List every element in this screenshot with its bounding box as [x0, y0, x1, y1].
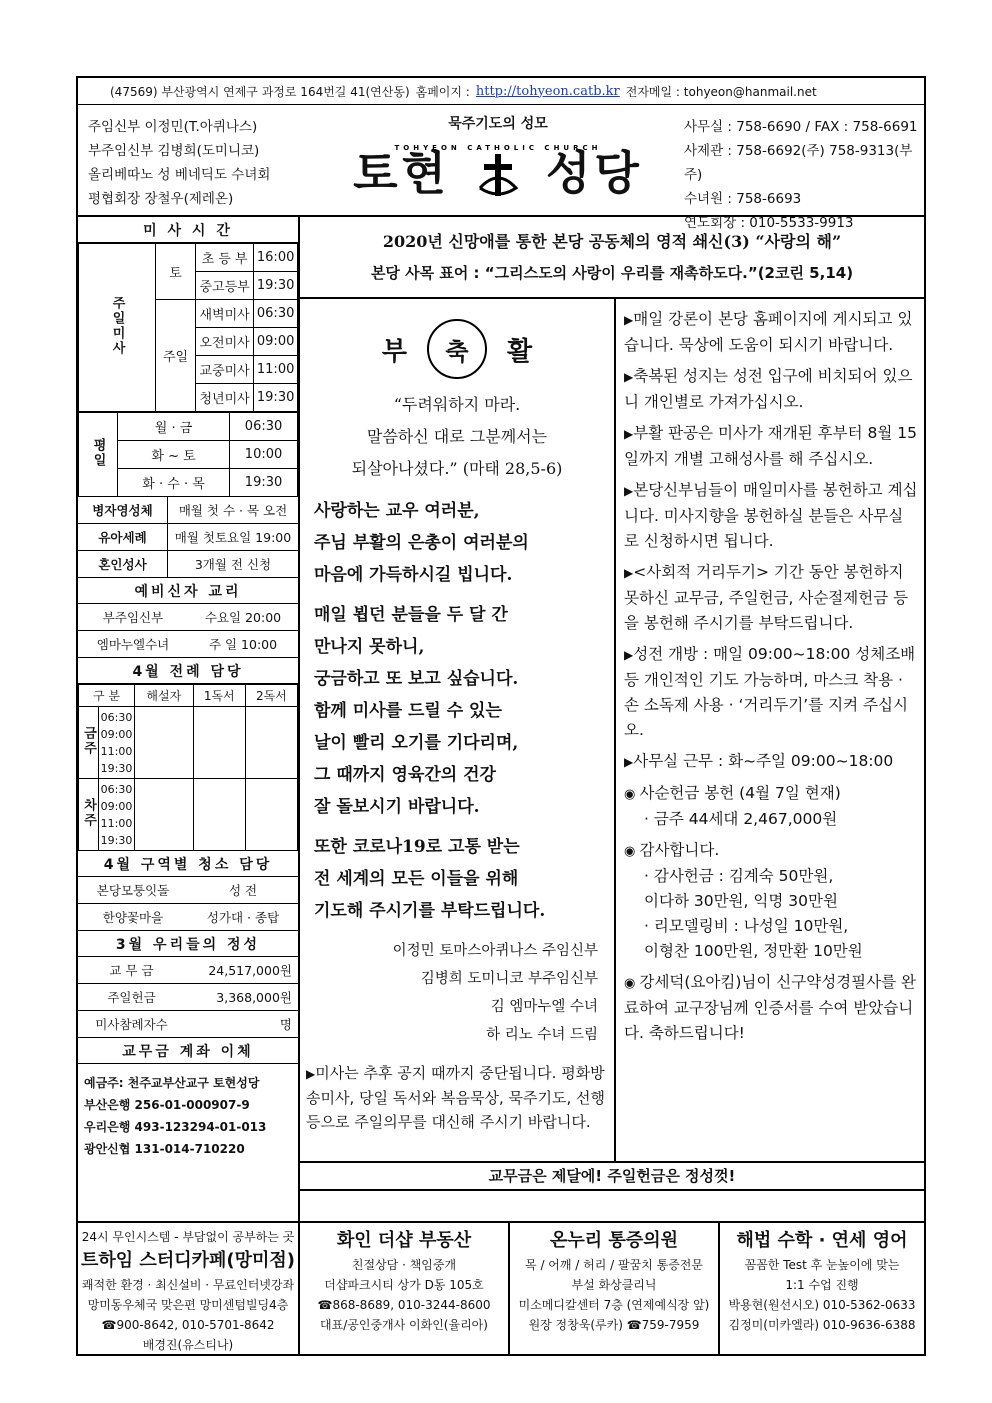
ad-phone: ☎868-8689, 010-3244-8600	[317, 1298, 491, 1312]
offering-value: 명	[279, 1017, 292, 1032]
ad-phone: ☎900-8642, 010-5701-8642	[101, 1318, 275, 1332]
offering-row	[78, 957, 298, 984]
col-header: 해설자	[135, 685, 194, 707]
msg-line: 만나지 못하니,	[314, 637, 425, 657]
thanks-line: · 감사헌금 : 김계숙 50만원,	[644, 867, 834, 885]
liturgy-times	[99, 707, 135, 779]
mass-time: 11:00	[254, 356, 298, 384]
offering-key: 주일헌금	[107, 990, 156, 1005]
ads-row	[78, 1221, 924, 1356]
weekday-time: 06:30	[230, 413, 298, 441]
parish-name	[318, 137, 678, 203]
ad-realestate	[300, 1223, 510, 1356]
bank-account: 우리은행 493-123294-01-013	[84, 1120, 267, 1134]
thanks-section	[624, 838, 918, 864]
sunday-label: 주일	[156, 300, 196, 412]
ad-line: 망미동우체국 맞은편 망미센텀빌딩4층	[87, 1298, 289, 1312]
weekday-mass-table	[78, 412, 298, 497]
celebration-seal-icon	[427, 319, 487, 379]
msg-line: 그 때까지 영육간의 건강	[314, 765, 496, 785]
account-title: 교무금 계좌 이체	[78, 1038, 298, 1064]
office-phone: 사무실 : 758-6690 / FAX : 758-6691	[684, 119, 918, 135]
mass-times-table	[78, 243, 298, 412]
weekday-label: 평일	[90, 437, 106, 468]
notice-text: 부활 판공은 미사가 재개된 후부터 8월 15일까지 개별 고해성사를 해 주십시오.	[624, 424, 917, 468]
cleaning-row	[78, 904, 298, 931]
weekday-name: 월 · 금	[118, 413, 230, 441]
ad-line: 24시 무인시스템 - 부담없이 공부하는 곳	[81, 1230, 295, 1244]
sisters: 올리베따노 성 베네딕도 수녀회	[88, 167, 271, 183]
weekday-time: 19:30	[230, 469, 298, 497]
empty-cell	[135, 707, 194, 779]
thanks-line: 이형찬 100만원, 정만환 10만원	[644, 942, 863, 960]
time: 06:30	[100, 710, 133, 724]
empty-cell	[135, 779, 194, 851]
offering-title: 3월 우리들의 정성	[78, 931, 298, 957]
msg-line: 주님 부활의 은총이 여러분의	[314, 533, 529, 553]
msg-line: 날이 빨리 오기를 기다리며,	[314, 733, 519, 753]
cleaning-row	[78, 877, 298, 904]
weekday-name: 화 · 수 · 목	[118, 469, 230, 497]
email: 전자메일 : tohyeon@hanmail.net	[625, 84, 817, 99]
subtitle: 묵주기도의 성모	[448, 116, 548, 132]
time: 11:00	[100, 744, 133, 758]
rectory-phone: 사제관 : 758-6692(주) 758-9313(부주)	[684, 143, 913, 183]
council-president: 평협회장 장철우(제레온)	[88, 191, 234, 207]
ad-title: 온누리 통증의원	[550, 1230, 678, 1251]
pastor: 주임신부 이정민(T.아퀴나스)	[88, 119, 258, 135]
left-column	[78, 217, 300, 1221]
time: 09:00	[100, 799, 133, 813]
offering-key: 교 무 금	[109, 963, 154, 978]
empty-cell	[245, 707, 297, 779]
empty-cell	[193, 779, 245, 851]
offering-row	[78, 1011, 298, 1038]
parish-name-a: 토현	[353, 146, 450, 200]
notices-column	[618, 299, 924, 1161]
ad-line: 더샵파크시티 상가 D동 105호	[324, 1278, 484, 1292]
weekday-time: 10:00	[230, 441, 298, 469]
pastor-message	[300, 495, 614, 927]
address-bar	[78, 78, 924, 105]
mass-name: 새벽미사	[196, 300, 254, 328]
easter-title	[300, 319, 614, 379]
info-row	[78, 551, 298, 578]
liturgy-table	[78, 684, 298, 851]
ad-line: 친절상담 · 책임중개	[351, 1258, 457, 1272]
quote-line: 말씀하신 대로 그분께서는	[366, 427, 548, 446]
assistant-pastor: 부주임신부 김병희(도미니코)	[88, 143, 260, 159]
convent-phone: 수녀원 : 758-6693	[684, 191, 802, 207]
area: 성가대 · 종탑	[206, 910, 280, 925]
msg-line: 잘 돌보시기 바랍니다.	[314, 797, 480, 817]
offering-slogan: 교무금은 제달에! 주일헌금은 정성껏!	[300, 1161, 924, 1191]
easter-message-column	[300, 299, 616, 1161]
account-info	[78, 1064, 298, 1168]
notice	[624, 421, 918, 472]
mass-time: 06:30	[254, 300, 298, 328]
ad-title: 해법 수학 · 연세 영어	[736, 1230, 908, 1251]
msg-line: 매일 뵙던 분들을 두 달 간	[314, 605, 508, 625]
msg-line: 함께 미사를 드릴 수 있는	[314, 701, 502, 721]
notice-text: 사무실 근무 : 화~주일 09:00~18:00	[633, 752, 894, 770]
notice-text: 미사는 추후 공지 때까지 중단됩니다. 평화방송미사, 당일 독서와 복음묵상, 묵주기도, 선행 등으로 주일의무를 대신해 주시기 바랍니다.	[306, 1064, 605, 1131]
notice-text: 매일 강론이 본당 홈페이지에 게시되고 있습니다. 묵상에 도움이 되시기 바랍니다.	[624, 310, 913, 354]
scripture-quote	[300, 389, 614, 485]
mass-name: 초 등 부	[196, 244, 254, 272]
lent-offering	[624, 781, 918, 807]
thanks-line: · 리모델링비 : 나성일 10만원,	[644, 917, 849, 935]
col-header: 1독서	[193, 685, 245, 707]
ad-phone: 박용현(원선시오) 010-5362-0633	[728, 1298, 916, 1312]
msg-line: 또한 코로나19로 고통 받는	[314, 837, 520, 857]
ad-clinic	[510, 1223, 720, 1356]
msg-line: 궁금하고 또 보고 싶습니다.	[314, 669, 519, 689]
ad-line: 부설 화상클리닉	[571, 1278, 657, 1292]
mass-time: 19:30	[254, 272, 298, 300]
msg-line: 전 세계의 모든 이들을 위해	[314, 869, 519, 889]
parish-title	[318, 107, 678, 215]
quote-line: “두려워하지 마라.	[393, 395, 521, 414]
congrats-notice	[624, 970, 918, 1046]
notice	[624, 364, 918, 415]
msg-line: 기도해 주시기를 부탁드립니다.	[314, 901, 546, 921]
mass-name: 중고등부	[196, 272, 254, 300]
seal-char: 축	[445, 336, 469, 366]
notice	[624, 478, 918, 554]
easter-char: 부	[381, 336, 407, 367]
easter-char: 활	[507, 336, 533, 367]
lent-title: 사순헌금 봉헌 (4월 7일 현재)	[639, 784, 841, 802]
msg-line: 마음에 가득하시길 빕니다.	[314, 565, 513, 585]
time: 06:30	[100, 782, 133, 796]
offering-row	[78, 984, 298, 1011]
notice-text: 본당신부님들이 매일미사를 봉헌하고 계십니다. 미사지향을 봉헌하실 분들은 사무실로 신청하시면 됩니다.	[624, 481, 918, 550]
info-key: 혼인성사	[78, 551, 168, 577]
account-holder: 예금주: 천주교부산교구 토현성당	[84, 1076, 260, 1090]
mass-times-title: 미 사 시 간	[78, 217, 298, 243]
cleaning-title: 4월 구역별 청소 담당	[78, 851, 298, 877]
notice	[624, 642, 918, 743]
funeral-phone: 연도회장 : 010-5533-9913	[684, 215, 854, 231]
ad-phone: 김정미(미카엘라) 010-9636-6388	[728, 1318, 916, 1332]
bank-account: 부산은행 256-01-000907-9	[84, 1098, 250, 1112]
signer: 이정민 토마스아퀴나스 주임신부	[392, 943, 598, 959]
address: (47569) 부산광역시 연제구 과정로 164번길 41(연산동)	[110, 84, 410, 99]
mass-name: 교중미사	[196, 356, 254, 384]
clergy-list	[88, 115, 270, 211]
ad-owner: 대표/공인중개사 이화인(율리아)	[320, 1318, 488, 1332]
col-header: 2독서	[245, 685, 297, 707]
next-week-label: 차주	[81, 798, 96, 828]
signer: 김 엠마누엘 수녀	[490, 999, 598, 1015]
info-key: 유아세례	[78, 524, 168, 550]
mass-name: 청년미사	[196, 384, 254, 412]
year-theme: 2020년 신망애를 통한 본당 공동체의 영적 쇄신(3) “사랑의 해”	[382, 232, 842, 251]
pastoral-motto: 본당 사목 표어 : “그리스도의 사랑이 우리를 재촉하도다.”(2코린 5,14)	[370, 264, 854, 282]
bank-account: 광안신협 131-014-710220	[84, 1142, 245, 1156]
time: 19:30	[100, 833, 133, 847]
district: 본당모퉁잇돌	[96, 883, 170, 898]
ad-academy	[720, 1223, 924, 1356]
catechumen-row	[78, 631, 298, 658]
sunday-mass-label: 주일미사	[109, 295, 125, 356]
liturgy-title: 4월 전례 담당	[78, 658, 298, 684]
signer: 하 리노 수녀 드림	[486, 1027, 598, 1043]
quote-line: 되살아나셨다.” (마태 28,5-6)	[351, 459, 563, 478]
mass-time: 19:30	[254, 384, 298, 412]
notice-text: 축복된 성지는 성전 입구에 비치되어 있으니 개인별로 가져가십시오.	[624, 367, 913, 411]
info-value: 매월 첫 수 · 목 오전	[178, 503, 288, 518]
mass-suspension-notice	[300, 1057, 614, 1138]
info-key: 병자영성체	[78, 497, 168, 523]
time: 09:00	[100, 727, 133, 741]
congrats-text: 강세덕(요아킴)님이 신구약성경필사를 완료하여 교구장님께 인증서를 수여 받았습니다. 축하드립니다!	[624, 973, 916, 1042]
teacher: 부주임신부	[102, 610, 164, 625]
class-time: 수요일 20:00	[204, 610, 282, 625]
info-value: 매월 첫토요일 19:00	[174, 530, 292, 545]
area: 성 전	[228, 883, 258, 898]
svg-text:TOHYEON CATHOLIC CHURCH: TOHYEON CATHOLIC CHURCH	[394, 144, 602, 152]
empty-cell	[193, 707, 245, 779]
ad-phone: 원장 정창욱(루카) ☎759-7959	[528, 1318, 700, 1332]
msg-line: 사랑하는 교우 여러분,	[314, 501, 480, 521]
ad-line: 미소메디칼센터 7층 (연제예식장 앞)	[518, 1298, 710, 1312]
catechumen-row	[78, 604, 298, 631]
ad-line: 1:1 수업 진행	[785, 1278, 859, 1292]
homepage-label: 홈페이지 :	[415, 84, 470, 99]
notice	[624, 307, 918, 358]
ad-line: 꼼꼼한 Test 후 눈높이에 맞는	[744, 1258, 900, 1272]
saturday-label: 토	[156, 244, 196, 300]
thanks-list	[624, 864, 918, 964]
signature	[300, 937, 614, 1049]
class-time: 주 일 10:00	[208, 637, 278, 652]
catechumen-title: 예비신자 교리	[78, 578, 298, 604]
ad-line: 목 / 어깨 / 허리 / 팔꿈치 통증전문	[525, 1258, 703, 1272]
district: 한양꽃마을	[102, 910, 164, 925]
empty-cell	[245, 779, 297, 851]
mass-time: 09:00	[254, 328, 298, 356]
ad-study-cafe	[78, 1223, 300, 1356]
time: 19:30	[100, 761, 133, 775]
liturgy-times	[99, 779, 135, 851]
lent-amount: · 금주 44세대 2,467,000원	[644, 810, 838, 828]
ad-title: 화인 더샵 부동산	[336, 1230, 472, 1251]
notice-text: 성전 개방 : 매일 09:00~18:00 성체조배 등 개인적인 기도 가능하며, 마스크 착용 · 손 소독제 사용 · ‘거리두기’를 지켜 주십시오.	[624, 645, 916, 739]
col-header: 구 분	[79, 685, 135, 707]
notice-text: <사회적 거리두기> 기간 동안 봉헌하지 못하신 교무금, 주일헌금, 사순절제헌금 등을 봉헌해 주시기를 부탁드립니다.	[624, 563, 909, 632]
parish-name-b: 성당	[546, 146, 643, 200]
offering-key: 미사참례자수	[95, 1017, 168, 1032]
time: 11:00	[100, 816, 133, 830]
ad-title: 트하임 스터디카페(망미점)	[81, 1250, 295, 1271]
thanks-title: 감사합니다.	[639, 841, 720, 859]
bulletin-page	[76, 76, 926, 1356]
info-row	[78, 524, 298, 551]
notice	[624, 749, 918, 775]
weekday-name: 화 ~ 토	[118, 441, 230, 469]
thanks-line: 이다하 30만원, 익명 30만원	[644, 892, 838, 910]
mass-time: 16:00	[254, 244, 298, 272]
ad-owner: 배경진(유스티나)	[142, 1338, 234, 1352]
homepage-link[interactable]: http://tohyeon.catb.kr	[475, 83, 620, 99]
signer: 김병희 도미니코 부주임신부	[420, 971, 598, 987]
year-theme-banner	[300, 217, 924, 299]
info-value: 3개월 전 신청	[194, 557, 272, 572]
this-week-label: 금주	[81, 726, 96, 756]
notice	[624, 560, 918, 636]
offering-value: 24,517,000원	[208, 963, 292, 978]
mass-name: 오전미사	[196, 328, 254, 356]
offering-value: 3,368,000원	[216, 990, 292, 1005]
teacher: 엠마누엘수녀	[96, 637, 170, 652]
ad-line: 쾌적한 환경 · 최신설비 · 무료인터넷강좌	[81, 1278, 295, 1292]
info-row	[78, 497, 298, 524]
